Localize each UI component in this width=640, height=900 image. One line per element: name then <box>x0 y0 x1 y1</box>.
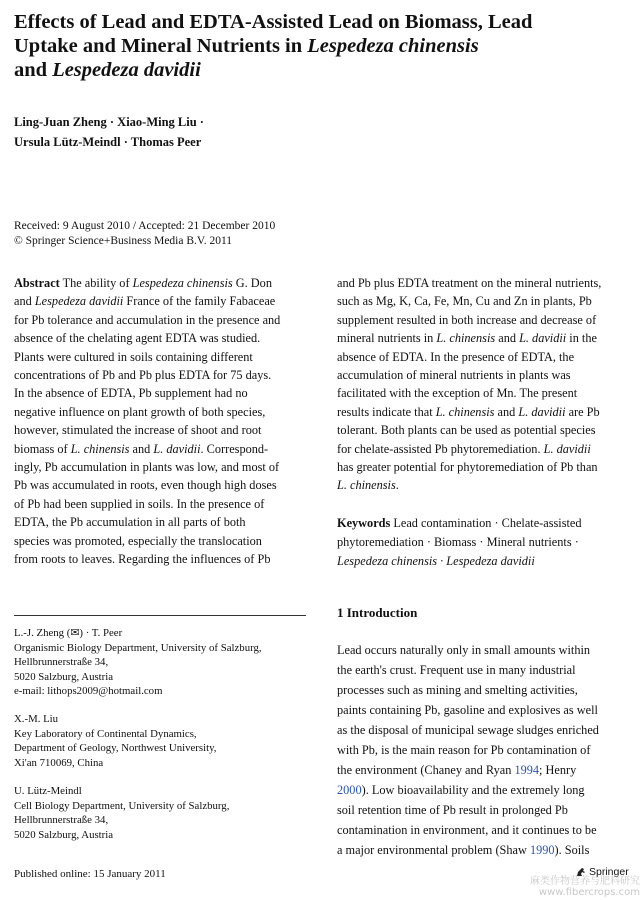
keywords-line: Lespedeza chinensis · Lespedeza davidii <box>337 554 535 568</box>
abstract-left-column <box>14 274 306 569</box>
keywords-text <box>337 514 630 571</box>
affiliation-3 <box>14 784 306 842</box>
affiliation-email[interactable]: e-mail: lithops2009@hotmail.com <box>14 685 163 698</box>
abstract-line: however, stimulated the increase of shoot and root <box>14 423 262 438</box>
affiliation-line: Organismic Biology Department, University of Salzburg, <box>14 641 262 654</box>
abstract-line: negative influence on plant growth of both species, <box>14 404 266 419</box>
introduction-line: 2000). Low bioavailability and the extremely long <box>337 783 585 797</box>
section-heading-introduction: 1 Introduction <box>337 605 418 620</box>
title-line-1: Effects of Lead and EDTA-Assisted Lead on Biomass, Lead <box>14 11 533 33</box>
introduction-text <box>337 640 630 860</box>
affiliation-line: Hellbrunnerstraße 34, <box>14 814 109 827</box>
introduction-line: the environment (Chaney and Ryan 1994; Henry <box>337 763 577 777</box>
abstract-line: and Pb plus EDTA treatment on the mineral nutrients, <box>337 276 602 290</box>
published-online-date: Published online: 15 January 2011 <box>14 868 166 880</box>
abstract-line: biomass of L. chinensis and L. davidii. Correspond- <box>14 441 269 456</box>
keywords-line-label: Keywords <box>337 516 391 530</box>
abstract-line: absence of EDTA. In the presence of EDTA, the <box>337 349 575 364</box>
affiliation-line: X.-M. Liu <box>14 713 59 725</box>
keywords-line: phytoremediation · Biomass · Mineral nutrients · <box>337 535 579 549</box>
springer-wordmark: Springer <box>589 866 629 878</box>
introduction-line: the earth's crust. Frequent use in many industrial <box>337 663 576 677</box>
author-list <box>14 112 414 152</box>
abstract-line: accumulation of mineral nutrients in plants was <box>337 368 571 383</box>
abstract-line: mineral nutrients in L. chinensis and L. davidii in the <box>337 331 597 346</box>
received-dates: Received: 9 August 2010 / Accepted: 21 December 2010 <box>14 220 276 232</box>
introduction-line: as the disposal of municipal sewage sludges enriched <box>337 723 599 737</box>
title-line-2 <box>14 34 614 58</box>
paper-title <box>14 10 614 82</box>
title-line-3-text: and <box>14 59 53 81</box>
abstract-line: In the absence of EDTA, Pb supplement had no <box>14 386 248 401</box>
abstract-line: such as Mg, K, Ca, Fe, Mn, Cu and Zn in plants, Pb <box>337 294 592 309</box>
watermark <box>530 876 640 898</box>
abstract-right-column <box>337 274 630 495</box>
authors-line-2: Ursula Lütz-Meindl · Thomas Peer <box>14 135 202 149</box>
introduction-line: soil retention time of Pb result in prolonged Pb <box>337 803 568 817</box>
affiliation-2 <box>14 712 306 770</box>
title-line-3 <box>14 58 614 82</box>
abstract-line: absence of the chelating agent EDTA was studied. <box>14 331 261 346</box>
abstract-line: for Pb tolerance and accumulation in the presence and <box>14 312 281 327</box>
watermark-line-1: 麻类作物营养与肥料研究 <box>530 876 640 887</box>
introduction-line: processes such as mining and smelting activities, <box>337 683 578 697</box>
copyright-notice: © Springer Science+Business Media B.V. 2011 <box>14 235 233 247</box>
abstract-line: species was promoted, especially the translocation <box>14 533 262 548</box>
abstract-line: of Pb had been supplied in soils. In the presence of <box>14 496 265 511</box>
abstract-line: supplement resulted in both increase and decrease of <box>337 312 597 327</box>
abstract-line: has greater potential for phytoremediation of Pb than <box>337 460 598 475</box>
keywords-line: Keywords Lead contamination · Chelate-assisted <box>337 516 582 530</box>
abstract-line: from roots to leaves. Regarding the influences of Pb <box>14 552 271 567</box>
affiliation-line: Key Laboratory of Continental Dynamics, <box>14 727 197 740</box>
watermark-line-2: www.fibercrops.com <box>538 887 640 898</box>
introduction-line: with Pb, is the main reason for Pb contamination of <box>337 743 591 757</box>
received-info <box>14 219 414 249</box>
affiliation-line: 5020 Salzburg, Austria <box>14 828 114 841</box>
abstract-line: L. chinensis. <box>337 478 399 493</box>
abstract-line: concentrations of Pb and Pb plus EDTA for 75 days. <box>14 368 272 383</box>
title-species-2: Lespedeza davidii <box>52 59 201 81</box>
affiliation-1 <box>14 626 306 699</box>
affiliation-line: Department of Geology, Northwest University, <box>14 742 217 755</box>
affiliation-line: U. Lütz-Meindl <box>14 785 82 797</box>
affiliation-line: 5020 Salzburg, Austria <box>14 670 114 683</box>
affiliation-line: L.-J. Zheng (✉) · T. Peer <box>14 627 123 639</box>
abstract-line: Plants were cultured in soils containing different <box>14 349 253 364</box>
keywords-block <box>337 514 630 571</box>
authors-line-1: Ling-Juan Zheng · Xiao-Ming Liu · <box>14 115 204 129</box>
abstract-line: tolerant. Both plants can be used as potential species <box>337 423 596 438</box>
abstract-line: and Lespedeza davidii France of the family Fabaceae <box>14 294 276 309</box>
abstract-continued-text <box>337 274 630 495</box>
title-species-1: Lespedeza chinensis <box>307 35 479 57</box>
title-line-2-text: Uptake and Mineral Nutrients in <box>14 35 308 57</box>
abstract-line: EDTA, the Pb accumulation in all parts of both <box>14 515 246 530</box>
affiliation-line: Xi'an 710069, China <box>14 756 104 769</box>
abstract-text <box>14 274 306 569</box>
abstract-line: Abstract The ability of Lespedeza chinensis G. Don <box>14 276 272 290</box>
footnote-divider <box>14 615 306 616</box>
abstract-line: facilitated with the exception of Mn. The present <box>337 386 578 401</box>
introduction-line: a major environmental problem (Shaw 1990). Soils <box>337 843 590 857</box>
affiliation-line: Hellbrunnerstraße 34, <box>14 656 109 669</box>
abstract-line: for chelate-assisted Pb phytoremediation. L. davidii <box>337 441 591 456</box>
introduction-line: contamination in environment, and it continues to be <box>337 823 597 837</box>
introduction-lines <box>337 640 630 860</box>
introduction-line: paints containing Pb, gasoline and explosives as well <box>337 703 598 717</box>
abstract-line-label: Abstract <box>14 276 60 290</box>
abstract-line: Pb was accumulated in roots, even though high doses <box>14 478 277 493</box>
introduction-line: Lead occurs naturally only in small amounts within <box>337 643 591 657</box>
abstract-line: results indicate that L. chinensis and L. davidii are Pb <box>337 404 600 419</box>
abstract-line: ingly, Pb accumulation in plants was low, and most of <box>14 460 280 475</box>
affiliation-line: Cell Biology Department, University of Salzburg, <box>14 799 230 812</box>
